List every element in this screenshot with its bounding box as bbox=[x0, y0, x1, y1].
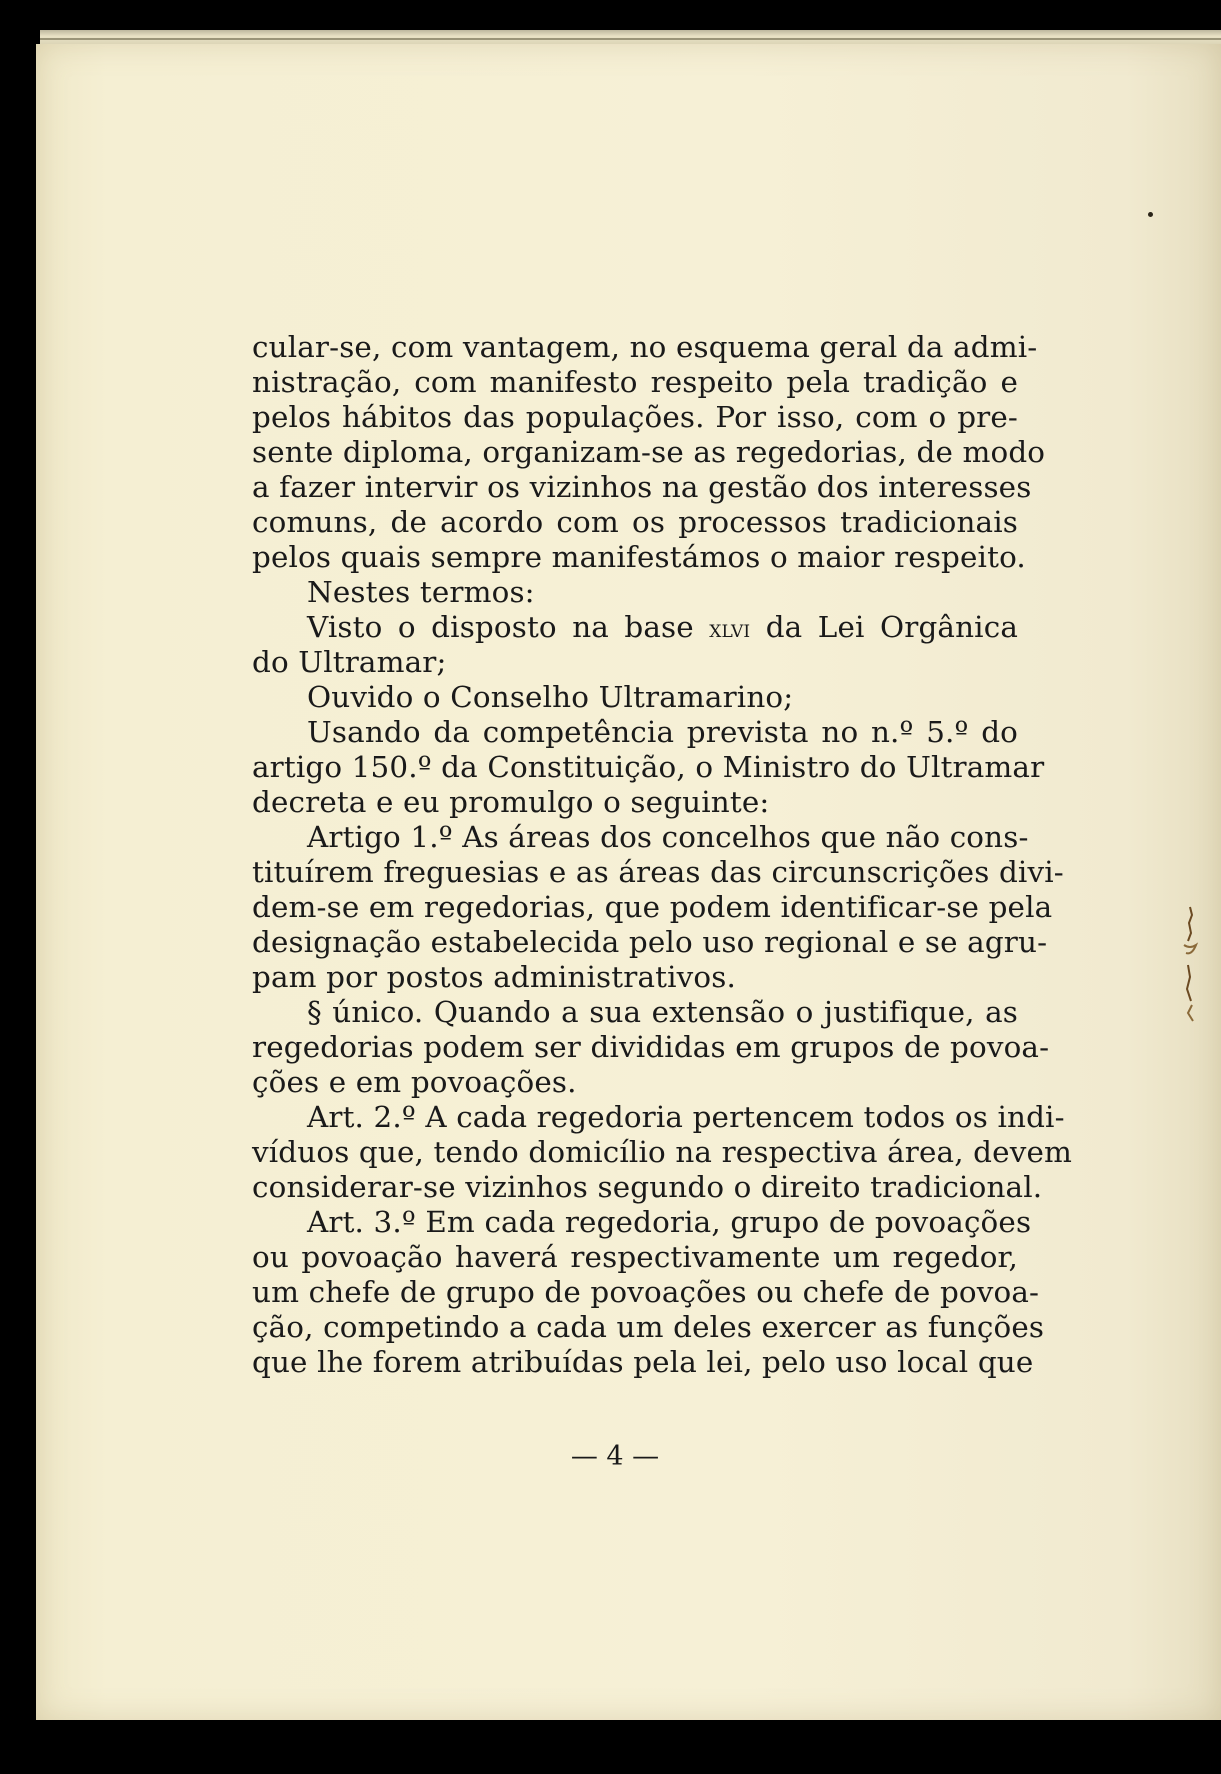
text-line: dem-se em regedorias, que podem identificar-se pela bbox=[252, 890, 1053, 924]
speck bbox=[1148, 212, 1153, 217]
text-line: decreta e eu promulgo o seguinte: bbox=[252, 785, 770, 819]
text-line: Usando da competência prevista no n.º 5.º do bbox=[307, 715, 1018, 749]
text-line: considerar-se vizinhos segundo o direito tradicional. bbox=[252, 1170, 1043, 1204]
roman-numeral: xlvi bbox=[709, 615, 751, 643]
text-line: ção, competindo a cada um deles exercer as funções bbox=[252, 1310, 1045, 1344]
text-line: pelos quais sempre manifestámos o maior respeito. bbox=[252, 540, 1026, 574]
text-line: nistração, com manifesto respeito pela tradição e bbox=[252, 365, 1018, 399]
text-segment: Visto o disposto na base bbox=[307, 610, 710, 644]
text-line: Art. 3.º Em cada regedoria, grupo de povoações bbox=[307, 1205, 1032, 1239]
text-line bbox=[252, 610, 1018, 645]
text-line: § único. Quando a sua extensão o justifique, as bbox=[307, 995, 1018, 1029]
text-line: artigo 150.º da Constituição, o Ministro do Ultramar bbox=[252, 750, 1045, 784]
text-line: ou povoação haverá respectivamente um regedor, bbox=[252, 1240, 1018, 1274]
text-line: Artigo 1.º As áreas dos concelhos que não cons- bbox=[307, 820, 1029, 854]
page-top-edge-line bbox=[40, 38, 1221, 40]
text-line: que lhe forem atribuídas pela lei, pelo uso local que bbox=[252, 1345, 1034, 1379]
text-line: pelos hábitos das populações. Por isso, com o pre- bbox=[252, 400, 1018, 434]
text-line: regedorias podem ser divididas em grupos de povoa- bbox=[252, 1030, 1050, 1064]
page-number: — 4 — bbox=[570, 1441, 660, 1472]
text-line: tituírem freguesias e as áreas das circunscrições divi- bbox=[252, 855, 1064, 889]
text-line: sente diploma, organizam-se as regedorias, de modo bbox=[252, 435, 1046, 469]
text-line: a fazer intervir os vizinhos na gestão dos interesses bbox=[252, 470, 1032, 504]
text-line: ções e em povoações. bbox=[252, 1065, 577, 1099]
text-line: cular-se, com vantagem, no esquema geral da admi- bbox=[252, 330, 1038, 364]
text-segment: da Lei Orgânica bbox=[750, 610, 1018, 644]
stain-marks bbox=[1178, 905, 1202, 1025]
text-line: designação estabelecida pelo uso regional e se agru- bbox=[252, 925, 1048, 959]
text-line: um chefe de grupo de povoações ou chefe de povoa- bbox=[252, 1275, 1040, 1309]
edge-stain bbox=[1178, 905, 1202, 1025]
text-line: víduos que, tendo domicílio na respectiva área, devem bbox=[252, 1135, 1073, 1169]
text-line: pam por postos administrativos. bbox=[252, 960, 736, 994]
text-line: do Ultramar; bbox=[252, 645, 447, 679]
text-line: Ouvido o Conselho Ultramarino; bbox=[307, 680, 794, 714]
text-line: Nestes termos: bbox=[307, 575, 535, 609]
body-text bbox=[252, 330, 1073, 1380]
text-line: Art. 2.º A cada regedoria pertencem todos os indi- bbox=[307, 1100, 1065, 1134]
text-line: comuns, de acordo com os processos tradicionais bbox=[252, 505, 1018, 539]
